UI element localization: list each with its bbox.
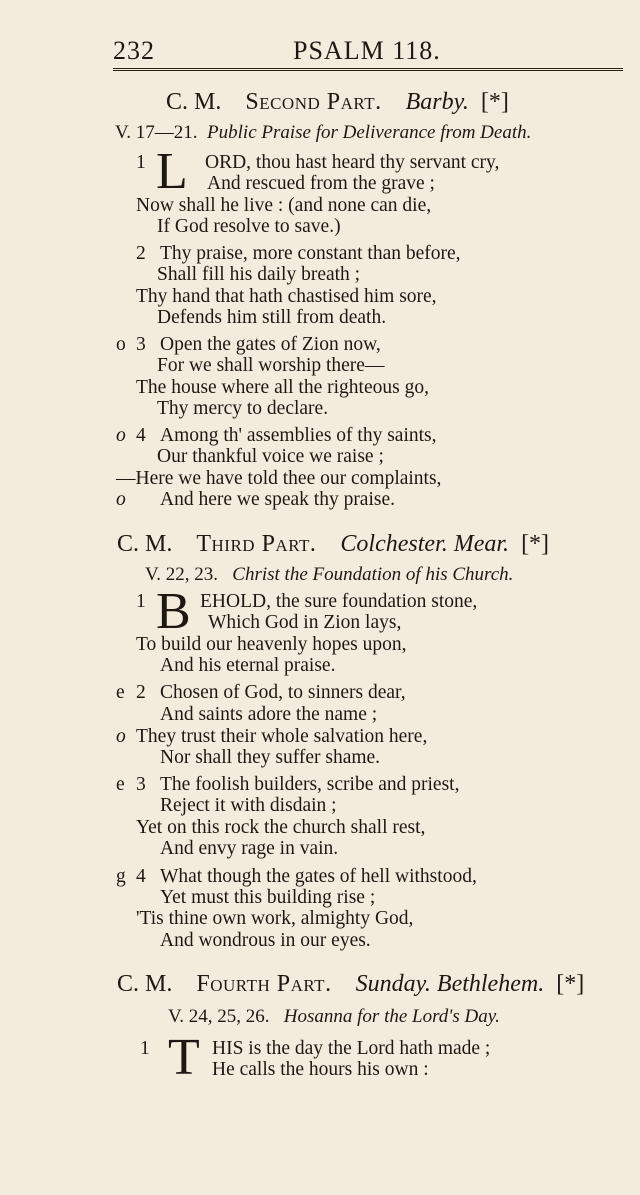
stanza-number: 4 [136,866,146,887]
verse-reference: V. 24, 25, 26. [168,1006,270,1027]
verse-line: And rescued from the grave ; [207,173,435,194]
verse-line: ORD, thou hast heard thy servant cry, [205,152,500,173]
verse-line: Shall fill his daily breath ; [157,264,361,285]
stanza-number: 3 [136,774,146,795]
stanza-number: 2 [136,682,146,703]
section-subject: Hosanna for the Lord's Day. [283,1006,500,1027]
verse-line: Thy hand that hath chastised him sore, [136,286,437,307]
meter-label: C. M. [166,89,222,115]
verse-line: And saints adore the name ; [160,704,378,725]
verse-line: Chosen of God, to sinners dear, [160,682,406,703]
verse-line: And envy rage in vain. [160,838,339,859]
marker-text: o [116,425,126,446]
section-subheading [145,564,513,586]
verse-line: Which God in Zion lays, [208,612,402,633]
stanza-number: 1 [136,591,146,612]
verse-line: Yet on this rock the church shall rest, [136,817,426,838]
verse-line: Thy mercy to declare. [157,398,329,419]
stanza-number: 2 [136,243,146,264]
verse-line: And here we speak thy praise. [160,489,395,510]
drop-cap: B [156,583,191,640]
drop-cap: L [156,143,188,200]
verse-line: HIS is the day the Lord hath made ; [212,1038,491,1059]
verse-line: To build our heavenly hopes upon, [136,634,407,655]
section-mark: [*] [480,89,509,115]
section-subheading [115,122,531,144]
part-label: Fourth Part. [196,971,332,997]
marker-text: o [116,489,126,510]
stanza-number: 1 [140,1038,150,1059]
expression-marker: e [116,682,125,703]
expression-marker [116,425,126,447]
section-mark: [*] [521,531,550,557]
verse-line: They trust their whole salvation here, [136,726,428,747]
verse-line: Among th' assemblies of thy saints, [160,425,437,446]
verse-line: Thy praise, more constant than before, [160,243,461,264]
section-heading [117,531,549,558]
verse-line: And wondrous in our eyes. [160,930,371,951]
verse-line: EHOLD, the sure foundation stone, [200,591,478,612]
section-subject: Christ the Foundation of his Church. [232,564,514,585]
page-number: 232 [113,36,155,65]
verse-line: He calls the hours his own : [212,1059,429,1080]
verse-line: Defends him still from death. [157,307,387,328]
verse-line: The foolish builders, scribe and priest, [160,774,460,795]
tune-names: Sunday. Bethlehem. [355,971,545,997]
verse-reference: V. 22, 23. [145,564,219,585]
verse-line: —Here we have told thee our complaints, [116,468,442,489]
verse-line: 'Tis thine own work, almighty God, [136,908,414,929]
stanza-number: 1 [136,152,146,173]
verse-line: For we shall worship there— [157,355,385,376]
verse-line: What though the gates of hell withstood, [160,866,477,887]
marker-text: o [116,726,126,747]
section-subject: Public Praise for Deliverance from Death. [207,122,532,143]
meter-label: C. M. [117,531,173,557]
verse-reference: V. 17—21. [115,122,198,143]
page-title: PSALM 118. [293,36,441,65]
verse-line: Open the gates of Zion now, [160,334,381,355]
expression-marker [116,726,126,748]
header-rule [113,68,623,71]
expression-marker: e [116,774,125,795]
verse-line: And his eternal praise. [160,655,336,676]
drop-cap: T [168,1029,200,1086]
page-header [113,30,623,70]
part-label: Third Part. [196,531,317,557]
stanza-number: 3 [136,334,146,355]
stanza-number: 4 [136,425,146,446]
verse-line: Reject it with disdain ; [160,795,337,816]
verse-line: If God resolve to save.) [157,216,341,237]
verse-line: The house where all the righteous go, [136,377,429,398]
section-mark: [*] [556,971,585,997]
expression-marker: g [116,866,126,887]
section-heading [166,89,509,116]
verse-line: Nor shall they suffer shame. [160,747,381,768]
verse-line: Our thankful voice we raise ; [157,446,384,467]
tune-names: Barby. [405,89,469,115]
verse-line: Yet must this building rise ; [160,887,376,908]
expression-marker: o [116,334,126,355]
meter-label: C. M. [117,971,173,997]
section-subheading [168,1006,500,1028]
verse-line: Now shall he live : (and none can die, [136,195,432,216]
tune-names: Colchester. Mear. [340,531,510,557]
section-heading [117,971,584,998]
part-label: Second Part. [245,89,382,115]
expression-marker [116,489,126,511]
